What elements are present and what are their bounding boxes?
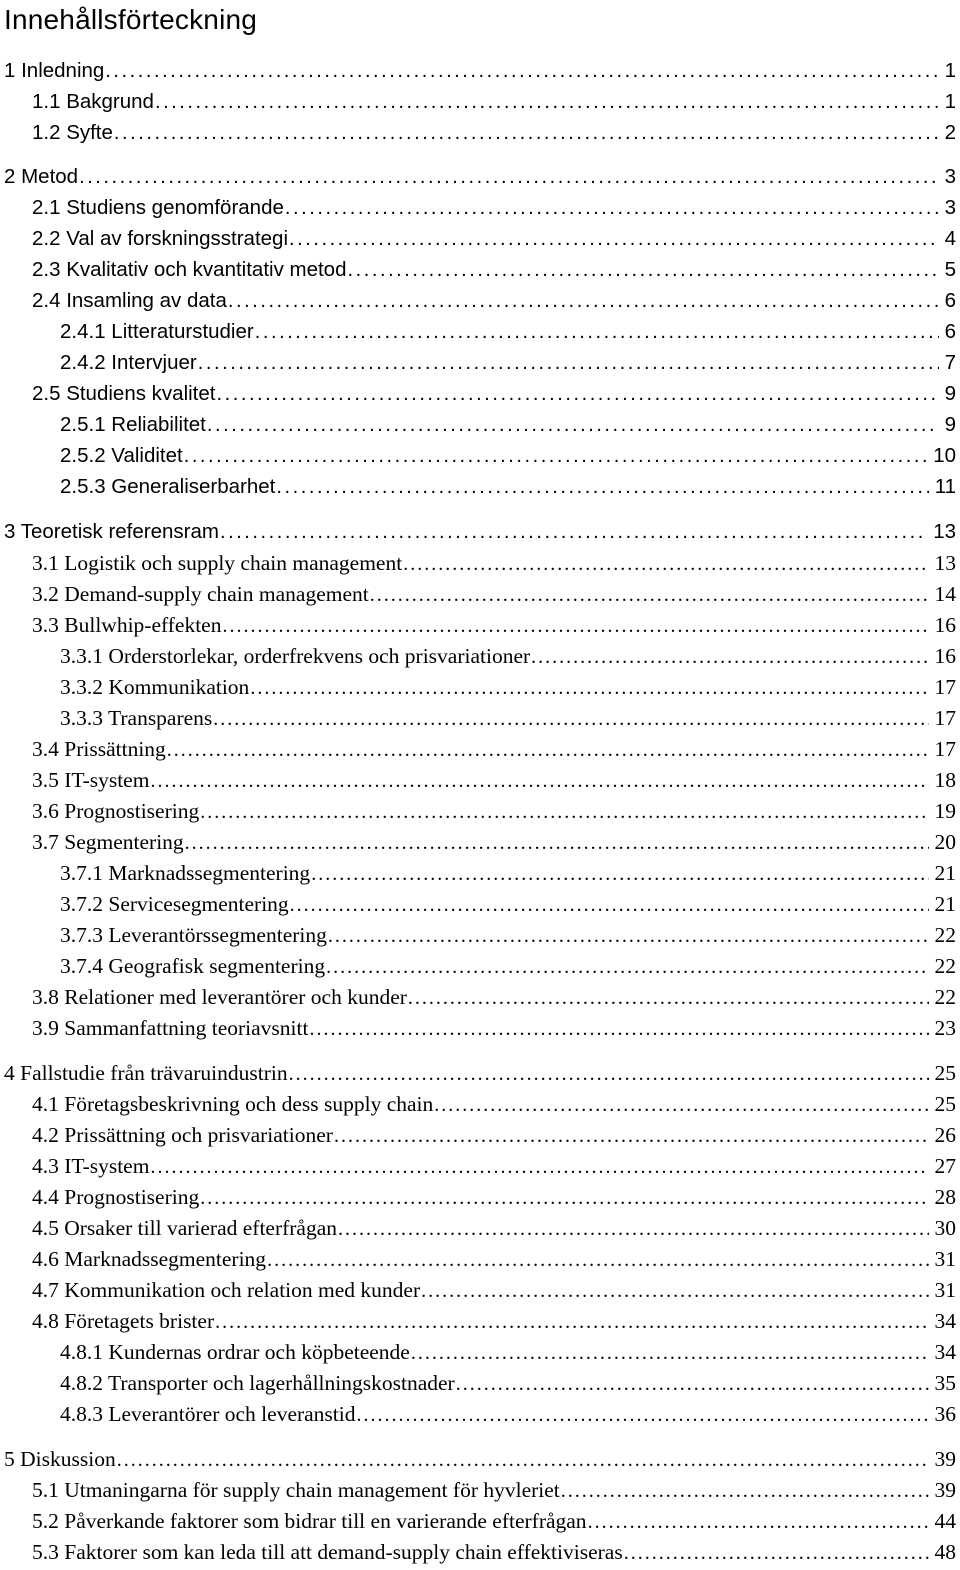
toc-entry[interactable] (32, 1306, 956, 1336)
toc-entry-page-number: 5 (944, 258, 956, 281)
dot-leader (184, 441, 927, 471)
toc-entry-label: 3.5 IT-system (32, 768, 150, 792)
toc-entry-page-number: 21 (934, 861, 956, 885)
dot-leader (289, 224, 939, 254)
dot-leader (150, 766, 928, 796)
toc-entry-page-number: 22 (934, 954, 956, 978)
toc-entry-label: 2.5.1 Reliabilitet (60, 413, 206, 436)
toc-entry[interactable] (4, 56, 956, 86)
dot-leader (155, 87, 939, 117)
toc-entry-page-number: 1 (944, 90, 956, 113)
toc-entry-page-number: 31 (934, 1247, 956, 1271)
toc-entry-label: 4.8 Företagets brister (32, 1309, 215, 1333)
toc-entry-label: 2.3 Kvalitativ och kvantitativ metod (32, 258, 347, 281)
toc-entry-label: 5.2 Påverkande faktorer som bidrar till en varierande efterfrågan (32, 1509, 587, 1533)
toc-entry-label: 2.5.3 Generaliserbarhet (60, 475, 276, 498)
toc-entry-page-number: 22 (934, 923, 956, 947)
toc-entry[interactable] (60, 920, 956, 950)
toc-entry[interactable] (32, 796, 956, 826)
toc-entry[interactable] (32, 1213, 956, 1243)
toc-entry-label: 2.5.2 Validitet (60, 444, 183, 467)
toc-entry[interactable] (4, 1444, 956, 1474)
toc-entry-page-number: 9 (944, 382, 956, 405)
dot-leader (290, 890, 929, 920)
toc-entry[interactable] (60, 672, 956, 702)
toc-entry[interactable] (32, 982, 956, 1012)
dot-leader (228, 286, 939, 316)
dot-leader (348, 255, 939, 285)
toc-entry-page-number: 7 (944, 351, 956, 374)
toc-entry-label: 3.7.4 Geografisk segmentering (60, 954, 326, 978)
toc-entry[interactable] (32, 255, 956, 285)
dot-leader (411, 1338, 929, 1368)
dot-leader (213, 704, 928, 734)
toc-entry-label: 5 Diskussion (4, 1447, 116, 1471)
toc-entry[interactable] (4, 1058, 956, 1088)
toc-entry-label: 3.7.2 Servicesegmentering (60, 892, 289, 916)
toc-entry[interactable] (60, 348, 956, 378)
toc-entry-page-number: 20 (934, 830, 956, 854)
toc-entry-label: 5.3 Faktorer som kan leda till att demand-supply chain effektiviseras (32, 1540, 623, 1564)
toc-entry[interactable] (32, 1120, 956, 1150)
toc-entry[interactable] (60, 441, 956, 471)
toc-entry-page-number: 36 (934, 1402, 956, 1426)
dot-leader (215, 1307, 928, 1337)
dot-leader (207, 410, 939, 440)
toc-entry-label: 1.1 Bakgrund (32, 90, 154, 113)
toc-entry-page-number: 1 (944, 59, 956, 82)
toc-entry-label: 3.3 Bullwhip-effekten (32, 613, 222, 637)
toc-entry[interactable] (32, 286, 956, 316)
toc-entry-label: 2.4 Insamling av data (32, 289, 227, 312)
toc-entry-label: 4.7 Kommunikation och relation med kunder (32, 1278, 421, 1302)
toc-entry-label: 3.6 Prognostisering (32, 799, 200, 823)
toc-entry-page-number: 30 (934, 1216, 956, 1240)
toc-entry-page-number: 31 (934, 1278, 956, 1302)
dot-leader (309, 1014, 928, 1044)
dot-leader (117, 1445, 929, 1475)
toc-entry-label: 3.3.3 Transparens (60, 706, 213, 730)
dot-leader (114, 118, 939, 148)
dot-leader (79, 162, 939, 192)
toc-entry-label: 1.2 Syfte (32, 121, 113, 144)
toc-entry-label: 1 Inledning (4, 59, 105, 82)
dot-leader (220, 517, 927, 547)
dot-leader (200, 797, 928, 827)
toc-entry[interactable] (60, 858, 956, 888)
toc-entry[interactable] (32, 379, 956, 409)
dot-leader (561, 1476, 929, 1506)
toc-entry-page-number: 13 (934, 551, 956, 575)
dot-leader (216, 379, 938, 409)
toc-entry-label: 3.8 Relationer med leverantörer och kunder (32, 985, 407, 1009)
toc-entry-page-number: 34 (934, 1309, 956, 1333)
toc-entry-label: 4.6 Marknadssegmentering (32, 1247, 267, 1271)
toc-entry[interactable] (32, 193, 956, 223)
toc-entry-page-number: 6 (944, 320, 956, 343)
toc-entry-page-number: 6 (944, 289, 956, 312)
toc-entry-page-number: 48 (934, 1540, 956, 1564)
toc-entry-label: 4.5 Orsaker till varierad efterfrågan (32, 1216, 338, 1240)
toc-entry[interactable] (60, 317, 956, 347)
toc-entry[interactable] (32, 1089, 956, 1119)
toc-entry[interactable] (60, 410, 956, 440)
dot-leader (338, 1214, 928, 1244)
toc-entry[interactable] (32, 224, 956, 254)
toc-entry-page-number: 4 (944, 227, 956, 250)
toc-entry[interactable] (60, 1399, 956, 1429)
toc-entry-label: 3.3.2 Kommunikation (60, 675, 250, 699)
toc-entry-page-number: 17 (934, 675, 956, 699)
toc-entry-page-number: 17 (934, 706, 956, 730)
toc-entry[interactable] (32, 1275, 956, 1305)
toc-entry-label: 3.4 Prissättning (32, 737, 166, 761)
toc-entry[interactable] (32, 765, 956, 795)
toc-entry[interactable] (4, 162, 956, 192)
toc-entry-page-number: 11 (934, 475, 956, 498)
toc-entry-label: 4.1 Företagsbeskrivning och dess supply chain (32, 1092, 434, 1116)
dot-leader (456, 1369, 929, 1399)
toc-entry-label: 3.2 Demand-supply chain management (32, 582, 369, 606)
dot-leader (200, 1183, 928, 1213)
toc-entry-page-number: 22 (934, 985, 956, 1009)
toc-entry[interactable] (60, 641, 956, 671)
toc-entry-label: 3.9 Sammanfattning teoriavsnitt (32, 1016, 309, 1040)
toc-entry-label: 4.8.1 Kundernas ordrar och köpbeteende (60, 1340, 410, 1364)
dot-leader (328, 921, 929, 951)
toc-entry[interactable] (32, 579, 956, 609)
toc-entry[interactable] (32, 1506, 956, 1536)
toc-entry-label: 4 Fallstudie från trävaruindustrin (4, 1061, 288, 1085)
dot-leader (370, 580, 929, 610)
dot-leader (624, 1538, 929, 1568)
toc-entry-label: 4.2 Prissättning och prisvariationer (32, 1123, 333, 1147)
toc-entry[interactable] (60, 1368, 956, 1398)
toc-entry-page-number: 39 (934, 1478, 956, 1502)
toc-entry-label: 3.7 Segmentering (32, 830, 184, 854)
toc-entry-page-number: 26 (934, 1123, 956, 1147)
toc-entry-page-number: 18 (934, 768, 956, 792)
toc-entry[interactable] (32, 610, 956, 640)
toc-entry[interactable] (32, 87, 956, 117)
toc-entry[interactable] (32, 1013, 956, 1043)
toc-entry[interactable] (32, 118, 956, 148)
toc-entry-label: 3.3.1 Orderstorlekar, orderfrekvens och prisvariationer (60, 644, 531, 668)
toc-entry[interactable] (32, 1182, 956, 1212)
toc-entry-label: 4.8.2 Transporter och lagerhållningskostnader (60, 1371, 455, 1395)
toc-entry[interactable] (32, 1151, 956, 1181)
dot-leader (185, 828, 929, 858)
dot-leader (334, 1121, 929, 1151)
toc-entry-page-number: 16 (934, 644, 956, 668)
toc-entry-page-number: 25 (934, 1092, 956, 1116)
toc-entry-page-number: 39 (934, 1447, 956, 1471)
dot-leader (289, 1059, 929, 1089)
toc-entry[interactable] (60, 951, 956, 981)
toc-entry[interactable] (32, 1475, 956, 1505)
toc-entry-page-number: 21 (934, 892, 956, 916)
dot-leader (403, 549, 928, 579)
toc-entry-label: 2.4.1 Litteraturstudier (60, 320, 254, 343)
dot-leader (408, 983, 929, 1013)
toc-entry-label: 3.1 Logistik och supply chain management (32, 551, 403, 575)
dot-leader (434, 1090, 928, 1120)
toc-entry-label: 2.4.2 Intervjuer (60, 351, 197, 374)
toc-entry[interactable] (60, 472, 956, 502)
dot-leader (267, 1245, 928, 1275)
toc-entry[interactable] (60, 703, 956, 733)
toc-entry[interactable] (60, 1337, 956, 1367)
toc-entry-page-number: 14 (934, 582, 956, 606)
toc-entry-page-number: 34 (934, 1340, 956, 1364)
dot-leader (255, 317, 939, 347)
toc-entry-page-number: 10 (933, 444, 956, 467)
toc-entry[interactable] (32, 1244, 956, 1274)
toc-entry-label: 2.5 Studiens kvalitet (32, 382, 216, 405)
toc-entry-page-number: 2 (944, 121, 956, 144)
toc-entry[interactable] (32, 548, 956, 578)
toc-entry-label: 3.7.3 Leverantörssegmentering (60, 923, 327, 947)
toc-entry-label: 4.3 IT-system (32, 1154, 150, 1178)
toc-entry-page-number: 3 (944, 196, 956, 219)
toc-entry-page-number: 13 (933, 520, 956, 543)
dot-leader (285, 193, 939, 223)
toc-entry[interactable] (60, 889, 956, 919)
toc-entry-page-number: 9 (944, 413, 956, 436)
toc-entry-page-number: 28 (934, 1185, 956, 1209)
toc-entry-page-number: 44 (934, 1509, 956, 1533)
toc-entry-page-number: 19 (934, 799, 956, 823)
toc-entry-page-number: 27 (934, 1154, 956, 1178)
toc-entry-page-number: 35 (934, 1371, 956, 1395)
toc-entry-page-number: 23 (934, 1016, 956, 1040)
toc-entry-label: 2 Metod (4, 165, 79, 188)
toc-entry-label: 4.8.3 Leverantörer och leveranstid (60, 1402, 356, 1426)
toc-entry-label: 2.1 Studiens genomförande (32, 196, 284, 219)
dot-leader (250, 673, 928, 703)
toc-entry[interactable] (32, 734, 956, 764)
toc-entry[interactable] (32, 1537, 956, 1567)
toc-entry-label: 2.2 Val av forskningsstrategi (32, 227, 288, 250)
dot-leader (150, 1152, 928, 1182)
toc-entry-page-number: 17 (934, 737, 956, 761)
toc-entry[interactable] (32, 827, 956, 857)
toc-entry-label: 5.1 Utmaningarna för supply chain management för hyvleriet (32, 1478, 560, 1502)
dot-leader (311, 859, 928, 889)
toc-entry-label: 4.4 Prognostisering (32, 1185, 200, 1209)
dot-leader (421, 1276, 928, 1306)
page-title: Innehållsförteckning (4, 4, 258, 35)
dot-leader (276, 472, 928, 502)
toc-entry-label: 3 Teoretisk referensram (4, 520, 219, 543)
dot-leader (357, 1400, 929, 1430)
toc-entry-page-number: 25 (934, 1061, 956, 1085)
dot-leader (222, 611, 928, 641)
toc-entry[interactable] (4, 517, 956, 547)
toc-entry-page-number: 3 (944, 165, 956, 188)
dot-leader (588, 1507, 929, 1537)
dot-leader (167, 735, 929, 765)
toc-entry-label: 3.7.1 Marknadssegmentering (60, 861, 311, 885)
dot-leader (198, 348, 939, 378)
dot-leader (326, 952, 928, 982)
dot-leader (105, 56, 938, 86)
toc-entry-page-number: 16 (934, 613, 956, 637)
dot-leader (531, 642, 928, 672)
